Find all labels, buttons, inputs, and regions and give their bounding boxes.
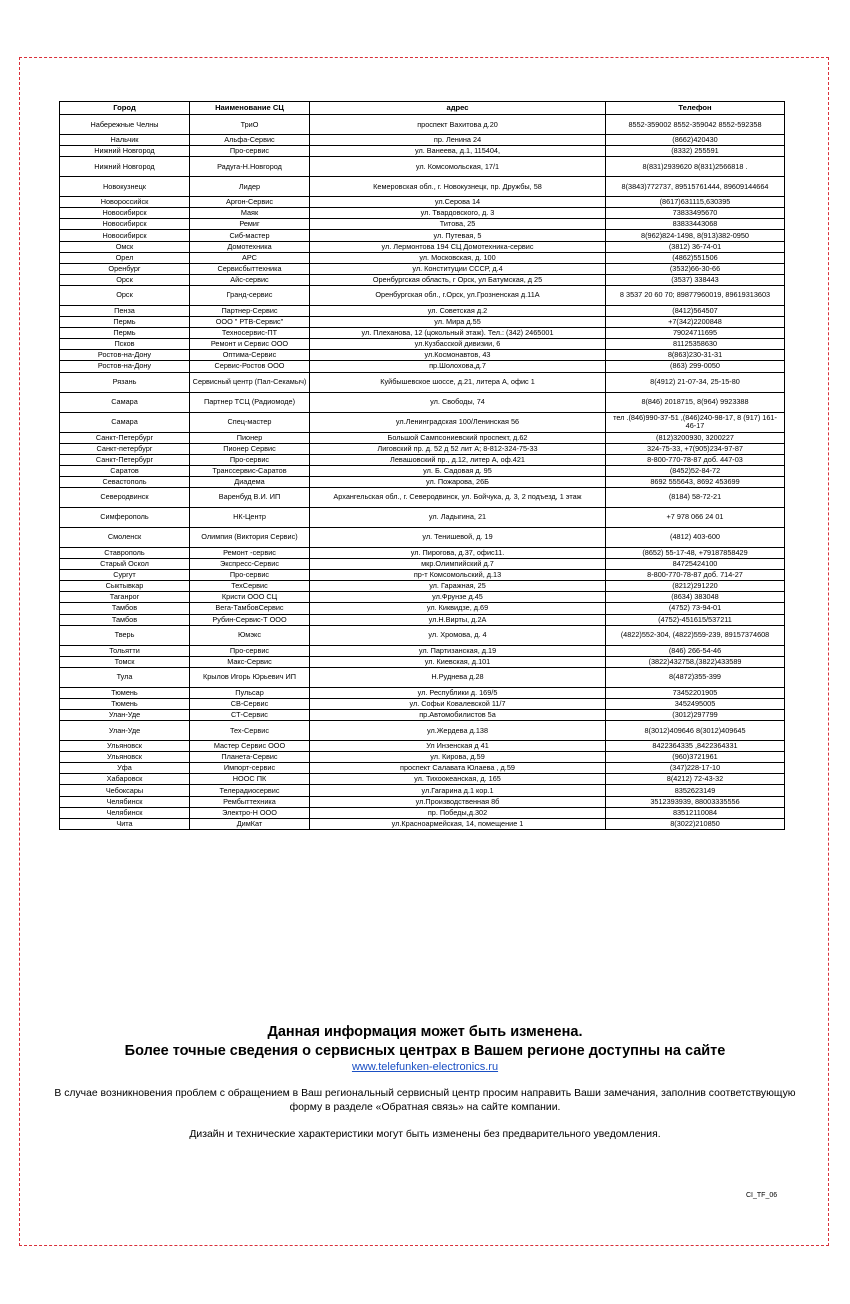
cell-center-name: ТриО: [190, 115, 310, 135]
cell-address: ул. Гаражная, 25: [310, 581, 606, 592]
cell-city: Рязань: [60, 372, 190, 392]
cell-phone: (863) 299-0050: [606, 361, 785, 372]
table-row: [60, 807, 785, 818]
cell-city: Уфа: [60, 763, 190, 774]
table-row: [60, 570, 785, 581]
table-row: [60, 487, 785, 507]
cell-phone: (8634) 383048: [606, 592, 785, 603]
cell-phone: 8-800-770-78-87 доб. 714-27: [606, 570, 785, 581]
cell-address: ул. Пожарова, 26Б: [310, 476, 606, 487]
cell-phone: (8652) 55-17-48, +79187858429: [606, 547, 785, 558]
table-row: [60, 785, 785, 796]
disclaimer-text: Дизайн и технические характеристики могут быть изменены без предварительного уведомления.: [189, 1129, 661, 1140]
cell-address: ул. Московская, д. 100: [310, 252, 606, 263]
cell-address: ул. Кирова, д.59: [310, 752, 606, 763]
table-row: [60, 230, 785, 241]
cell-center-name: НК-Центр: [190, 507, 310, 527]
cell-center-name: Про-сервис: [190, 146, 310, 157]
cell-address: ул.Серова 14: [310, 197, 606, 208]
cell-address: ул. Ладыгина, 21: [310, 507, 606, 527]
table-row: [60, 687, 785, 698]
table-row: [60, 645, 785, 656]
cell-city: Челябинск: [60, 796, 190, 807]
cell-city: Смоленск: [60, 527, 190, 547]
cell-phone: (8452)52-84-72: [606, 465, 785, 476]
cell-city: Сыктывкар: [60, 581, 190, 592]
cell-phone: (8617)631115,630395: [606, 197, 785, 208]
cell-center-name: Пионер Сервис: [190, 443, 310, 454]
cell-center-name: ТехСервис: [190, 581, 310, 592]
header-phone: Телефон: [606, 102, 785, 115]
cell-address: ул.Фрунзе д.45: [310, 592, 606, 603]
cell-center-name: ДимКат: [190, 818, 310, 829]
cell-address: ул.Жердева д.138: [310, 721, 606, 741]
cell-city: Тамбов: [60, 614, 190, 625]
cell-center-name: Аргон-Сервис: [190, 197, 310, 208]
table-row: [60, 285, 785, 305]
cell-city: Ростов-на-Дону: [60, 361, 190, 372]
cell-city: Улан-Уде: [60, 721, 190, 741]
cell-phone: (812)3200930, 3200227: [606, 432, 785, 443]
cell-phone: 81125358630: [606, 339, 785, 350]
cell-address: пр.Автомобилистов 5а: [310, 710, 606, 721]
cell-phone: 8552-359002 8552-359042 8552-592358: [606, 115, 785, 135]
cell-center-name: Транссервис-Саратов: [190, 465, 310, 476]
cell-center-name: Макс-Сервис: [190, 656, 310, 667]
table-row: [60, 252, 785, 263]
cell-phone: 324-75-33, +7(905)234-97-87: [606, 443, 785, 454]
cell-city: Новосибирск: [60, 219, 190, 230]
table-row: [60, 796, 785, 807]
cell-city: Ульяновск: [60, 741, 190, 752]
cell-center-name: Ремиг: [190, 219, 310, 230]
cell-city: Чебоксары: [60, 785, 190, 796]
cell-center-name: Радуга-Н.Новгород: [190, 157, 310, 177]
cell-city: Самара: [60, 392, 190, 412]
cell-city: Симферополь: [60, 507, 190, 527]
cell-city: Тольятти: [60, 645, 190, 656]
cell-phone: 8352623149: [606, 785, 785, 796]
table-row: [60, 115, 785, 135]
table-row: [60, 443, 785, 454]
header-city: Город: [60, 102, 190, 115]
cell-center-name: Тех-Сервис: [190, 721, 310, 741]
cell-city: Таганрог: [60, 592, 190, 603]
cell-address: ул. Конституции СССР, д.4: [310, 263, 606, 274]
cell-phone: 8(831)2939620 8(831)2566818 .: [606, 157, 785, 177]
table-row: [60, 339, 785, 350]
cell-city: Тверь: [60, 625, 190, 645]
cell-center-name: Ремонт -сервис: [190, 547, 310, 558]
cell-city: Ставрополь: [60, 547, 190, 558]
cell-phone: 8(4212) 72-43-32: [606, 774, 785, 785]
table-row: [60, 741, 785, 752]
table-row: [60, 454, 785, 465]
cell-center-name: Телерадиосервис: [190, 785, 310, 796]
table-row: [60, 559, 785, 570]
cell-phone: (4862)551506: [606, 252, 785, 263]
cell-center-name: Диадема: [190, 476, 310, 487]
cell-city: Пермь: [60, 328, 190, 339]
cell-city: Саратов: [60, 465, 190, 476]
cell-center-name: Электро-Н ООО: [190, 807, 310, 818]
cell-city: Самара: [60, 412, 190, 432]
table-row: [60, 317, 785, 328]
cell-city: Ростов-на-Дону: [60, 350, 190, 361]
cell-phone: (3012)297799: [606, 710, 785, 721]
cell-center-name: Техносервис-ПТ: [190, 328, 310, 339]
cell-phone: тел .(846)990-37-51 ,(846)240-98-17, 8 (917) 161-46-17: [606, 412, 785, 432]
cell-city: Нижний Новгород: [60, 157, 190, 177]
table-row: [60, 710, 785, 721]
cell-phone: 8422364335 ,8422364331: [606, 741, 785, 752]
table-row: [60, 135, 785, 146]
cell-city: Тула: [60, 667, 190, 687]
table-row: [60, 476, 785, 487]
cell-center-name: Гранд-сервис: [190, 285, 310, 305]
cell-address: мкр.Олимпийский д.7: [310, 559, 606, 570]
cell-center-name: ООО " РТВ-Сервис": [190, 317, 310, 328]
cell-city: Пермь: [60, 317, 190, 328]
website-link[interactable]: www.telefunken-electronics.ru: [351, 1061, 499, 1073]
cell-center-name: Сиб-мастер: [190, 230, 310, 241]
cell-city: Севастополь: [60, 476, 190, 487]
cell-phone: 8(4872)355-399: [606, 667, 785, 687]
cell-phone: (8212)291220: [606, 581, 785, 592]
table-row: [60, 328, 785, 339]
cell-phone: (960)3721961: [606, 752, 785, 763]
cell-phone: 84725424100: [606, 559, 785, 570]
cell-center-name: Пульсар: [190, 687, 310, 698]
service-centers-table: [59, 101, 785, 830]
cell-city: Томск: [60, 656, 190, 667]
cell-center-name: Спец-мастер: [190, 412, 310, 432]
cell-center-name: Айс-сервис: [190, 274, 310, 285]
cell-address: ул. Софьи Ковалевской 11/7: [310, 698, 606, 709]
cell-center-name: СТ-Сервис: [190, 710, 310, 721]
cell-city: Оренбург: [60, 263, 190, 274]
table-row: [60, 412, 785, 432]
cell-address: ул.Ленинградская 100/Ленинская 56: [310, 412, 606, 432]
cell-center-name: Про-сервис: [190, 454, 310, 465]
cell-center-name: Олимпия (Виктория Сервис): [190, 527, 310, 547]
cell-address: Большой Сампсониевский проспект, д.62: [310, 432, 606, 443]
table-row: [60, 614, 785, 625]
cell-phone: (4822)552-304, (4822)559-239, 89157374608: [606, 625, 785, 645]
cell-phone: (846) 266-54-46: [606, 645, 785, 656]
cell-phone: +7(342)2200848: [606, 317, 785, 328]
cell-address: ул. Комсомольская, 17/1: [310, 157, 606, 177]
cell-center-name: Про-сервис: [190, 645, 310, 656]
cell-phone: (3537) 338443: [606, 274, 785, 285]
cell-address: Титова, 25: [310, 219, 606, 230]
cell-address: пр. Ленина 24: [310, 135, 606, 146]
cell-address: пр. Победы,д.302: [310, 807, 606, 818]
cell-center-name: Домотехника: [190, 241, 310, 252]
table-row: [60, 818, 785, 829]
cell-phone: 73452201905: [606, 687, 785, 698]
cell-address: Оренбургская область, г Орск, ул Батумская, д 25: [310, 274, 606, 285]
cell-phone: (3812) 36-74-01: [606, 241, 785, 252]
cell-city: Старый Оскол: [60, 559, 190, 570]
cell-center-name: Про-сервис: [190, 570, 310, 581]
cell-phone: (4812) 403-600: [606, 527, 785, 547]
cell-phone: 8(4912) 21-07-34, 25-15-80: [606, 372, 785, 392]
cell-city: Тюмень: [60, 687, 190, 698]
cell-address: ул. Республики д. 169/5: [310, 687, 606, 698]
cell-address: ул.Производственная 8б: [310, 796, 606, 807]
table-row: [60, 208, 785, 219]
cell-address: ул. Лермонтова 194 СЦ Домотехника-сервис: [310, 241, 606, 252]
table-row: [60, 372, 785, 392]
cell-center-name: Импорт-сервис: [190, 763, 310, 774]
cell-center-name: Оптима-Сервис: [190, 350, 310, 361]
table-row: [60, 432, 785, 443]
cell-center-name: Планета-Сервис: [190, 752, 310, 763]
cell-phone: 8 3537 20 60 70; 89877960019, 89619313603: [606, 285, 785, 305]
table-row: [60, 667, 785, 687]
cell-phone: 8(863)230-31-31: [606, 350, 785, 361]
cell-phone: 8(3022)210850: [606, 818, 785, 829]
cell-center-name: Сервисный центр (Пал-Секамыч): [190, 372, 310, 392]
cell-address: ул. Хромова, д. 4: [310, 625, 606, 645]
cell-city: Санкт-Петербург: [60, 432, 190, 443]
cell-phone: 73833495670: [606, 208, 785, 219]
table-row: [60, 507, 785, 527]
cell-address: Архангельская обл., г. Северодвинск, ул. Бойчука, д. 3, 2 подъезд, 1 этаж: [310, 487, 606, 507]
cell-city: Новокузнецк: [60, 177, 190, 197]
table-row: [60, 581, 785, 592]
notice-subtitle: Более точные сведения о сервисных центрах в Вашем регионе доступны на сайте: [124, 1043, 726, 1059]
cell-address: ул. Плеханова, 12 (цокольный этаж). Тел.: (342) 2465001: [310, 328, 606, 339]
cell-center-name: СВ-Сервис: [190, 698, 310, 709]
document-code: CI_TF_06: [746, 1192, 778, 1199]
table-row: [60, 603, 785, 614]
cell-city: Пенза: [60, 305, 190, 316]
cell-center-name: Сервисбыттехника: [190, 263, 310, 274]
cell-phone: (347)228-17-10: [606, 763, 785, 774]
cell-city: Псков: [60, 339, 190, 350]
cell-center-name: Пионер: [190, 432, 310, 443]
cell-city: Тюмень: [60, 698, 190, 709]
cell-address: Кемеровская обл., г. Новокузнецк, пр. Дружбы, 58: [310, 177, 606, 197]
cell-address: пр-т Комсомольский, д.13: [310, 570, 606, 581]
cell-address: ул. Б. Садовая д. 95: [310, 465, 606, 476]
table-row: [60, 263, 785, 274]
cell-address: ул. Ванеева, д.1, 115404,: [310, 146, 606, 157]
cell-address: ул. Твардовского, д. 3: [310, 208, 606, 219]
cell-city: Улан-Уде: [60, 710, 190, 721]
cell-phone: 8(3843)772737, 89515761444, 89609144664: [606, 177, 785, 197]
cell-address: проспект Салавата Юлаева , д.59: [310, 763, 606, 774]
cell-city: Нижний Новгород: [60, 146, 190, 157]
cell-city: Тамбов: [60, 603, 190, 614]
cell-center-name: Партнер-Сервис: [190, 305, 310, 316]
cell-phone: 79024711695: [606, 328, 785, 339]
cell-address: Левашовский пр., д.12, литер А, оф.421: [310, 454, 606, 465]
cell-city: Ульяновск: [60, 752, 190, 763]
cell-center-name: Вега-ТамбовСервис: [190, 603, 310, 614]
table-row: [60, 763, 785, 774]
cell-address: ул.Кузбасской дивизии, 6: [310, 339, 606, 350]
table-body: [60, 115, 785, 830]
table-row: [60, 656, 785, 667]
cell-city: Новосибирск: [60, 230, 190, 241]
cell-city: Нальчик: [60, 135, 190, 146]
cell-phone: (3822)432758,(3822)433589: [606, 656, 785, 667]
cell-address: Куйбышевское шоссе, д.21, литера А, офис 1: [310, 372, 606, 392]
cell-phone: 3512393939, 88003335556: [606, 796, 785, 807]
cell-phone: (8332) 255591: [606, 146, 785, 157]
cell-phone: 8(846) 2018715, 8(964) 9923388: [606, 392, 785, 412]
cell-city: Чита: [60, 818, 190, 829]
cell-phone: 8692 555643, 8692 453699: [606, 476, 785, 487]
cell-address: ул.Гагарина д.1 кор.1: [310, 785, 606, 796]
table-row: [60, 305, 785, 316]
cell-center-name: Мастер Сервис ООО: [190, 741, 310, 752]
cell-city: Орел: [60, 252, 190, 263]
table-row: [60, 361, 785, 372]
cell-center-name: Юмэкс: [190, 625, 310, 645]
cell-phone: 3452495005: [606, 698, 785, 709]
cell-center-name: НООС ПК: [190, 774, 310, 785]
cell-center-name: Кристи ООО СЦ: [190, 592, 310, 603]
cell-address: Ул Инзенская д 41: [310, 741, 606, 752]
cell-city: Орск: [60, 285, 190, 305]
cell-center-name: Лидер: [190, 177, 310, 197]
table-row: [60, 547, 785, 558]
cell-phone: 83512110084: [606, 807, 785, 818]
cell-center-name: Альфа-Сервис: [190, 135, 310, 146]
table-header-row: [60, 102, 785, 115]
cell-address: ул. Партизанская, д.19: [310, 645, 606, 656]
cell-center-name: Партнер ТСЦ (Радиомоде): [190, 392, 310, 412]
cell-address: пр.Шолохова,д.7: [310, 361, 606, 372]
cell-address: ул. Мира д.55: [310, 317, 606, 328]
cell-center-name: Маяк: [190, 208, 310, 219]
cell-address: проспект Вахитова д.20: [310, 115, 606, 135]
table-row: [60, 392, 785, 412]
cell-address: ул. Свободы, 74: [310, 392, 606, 412]
cell-center-name: АРС: [190, 252, 310, 263]
cell-center-name: Крылов Игорь Юрьевич ИП: [190, 667, 310, 687]
cell-phone: (8412)564507: [606, 305, 785, 316]
cell-city: Северодвинск: [60, 487, 190, 507]
cell-center-name: Ремонт и Сервис ООО: [190, 339, 310, 350]
cell-address: Н.Руднева д.28: [310, 667, 606, 687]
table-row: [60, 698, 785, 709]
table-row: [60, 177, 785, 197]
cell-address: ул. Советская д.2: [310, 305, 606, 316]
cell-phone: 8-800-770-78-87 доб. 447-03: [606, 454, 785, 465]
cell-city: Хабаровск: [60, 774, 190, 785]
table-row: [60, 241, 785, 252]
cell-phone: (4752)-451615/537211: [606, 614, 785, 625]
cell-address: ул.Н.Вирты, д.2А: [310, 614, 606, 625]
cell-phone: (8662)420430: [606, 135, 785, 146]
cell-address: ул. Пирогова, д.37, офис11.: [310, 547, 606, 558]
cell-city: Новосибирск: [60, 208, 190, 219]
cell-phone: 83833443068: [606, 219, 785, 230]
cell-city: Челябинск: [60, 807, 190, 818]
cell-city: Санкт-петербург: [60, 443, 190, 454]
cell-address: ул. Киквидзе, д.69: [310, 603, 606, 614]
feedback-text: В случае возникновения проблем с обращением в Ваш региональный сервисный центр просим направить Ваши замечания, заполнив соответствующую форму в разделе «Обратная связь» на сайте компании.: [54, 1088, 796, 1113]
table-row: [60, 721, 785, 741]
cell-center-name: Сервис-Ростов ООО: [190, 361, 310, 372]
cell-address: ул. Путевая, 5: [310, 230, 606, 241]
table-row: [60, 219, 785, 230]
table-row: [60, 752, 785, 763]
notice-title: Данная информация может быть изменена.: [267, 1024, 583, 1040]
cell-center-name: Рембыттехника: [190, 796, 310, 807]
cell-city: Сургут: [60, 570, 190, 581]
cell-phone: 8(962)824-1498, 8(913)382-0950: [606, 230, 785, 241]
cell-city: Орск: [60, 274, 190, 285]
cell-address: ул.Космонавтов, 43: [310, 350, 606, 361]
header-address: адрес: [310, 102, 606, 115]
cell-address: Оренбургская обл., г.Орск, ул.Грозненская д.11А: [310, 285, 606, 305]
table-row: [60, 625, 785, 645]
cell-phone: (4752) 73-94-01: [606, 603, 785, 614]
cell-center-name: Экспресс-Сервис: [190, 559, 310, 570]
table-row: [60, 274, 785, 285]
cell-address: ул. Тенишевой, д. 19: [310, 527, 606, 547]
header-center-name: Наименование СЦ: [190, 102, 310, 115]
table-row: [60, 146, 785, 157]
table-row: [60, 774, 785, 785]
cell-city: Набережные Челны: [60, 115, 190, 135]
cell-center-name: Рубин-Сервис-Т ООО: [190, 614, 310, 625]
cell-address: Лиговский пр. д. 52 д 52 лит А; 8-812-324-75-33: [310, 443, 606, 454]
table-row: [60, 465, 785, 476]
table-row: [60, 592, 785, 603]
cell-phone: 8(3012)409646 8(3012)409645: [606, 721, 785, 741]
cell-center-name: Варенбуд В.И. ИП: [190, 487, 310, 507]
table-row: [60, 157, 785, 177]
cell-address: ул. Киевская, д.101: [310, 656, 606, 667]
table-row: [60, 197, 785, 208]
cell-phone: (8184) 58-72-21: [606, 487, 785, 507]
cell-phone: (3532)66-30-66: [606, 263, 785, 274]
cell-city: Санкт-Петербург: [60, 454, 190, 465]
cell-city: Новороссийск: [60, 197, 190, 208]
cell-phone: +7 978 066 24 01: [606, 507, 785, 527]
table-row: [60, 527, 785, 547]
cell-address: ул. Тихоокеанская, д. 165: [310, 774, 606, 785]
cell-address: ул.Красноармейская, 14, помещение 1: [310, 818, 606, 829]
cell-city: Омск: [60, 241, 190, 252]
table-row: [60, 350, 785, 361]
